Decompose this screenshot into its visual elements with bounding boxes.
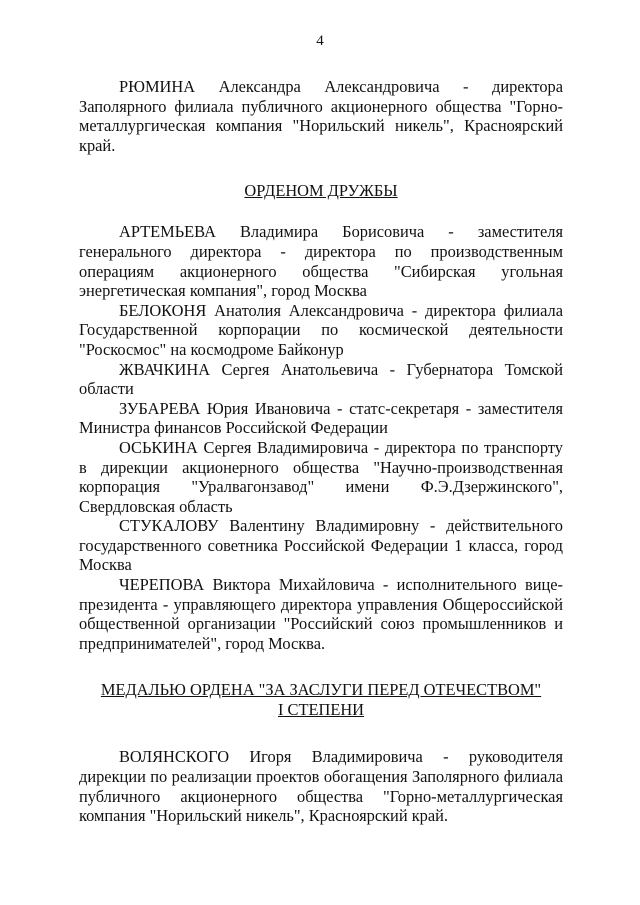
award-entry-zubarev [79, 399, 563, 438]
entry-text: АРТЕМЬЕВА Владимира Борисовича - заместителя генерального директора - директора по производственным операциям акционерного общества "Сибирская угольная энергетическая компания", город Москва [79, 222, 563, 301]
entry-text: БЕЛОКОНЯ Анатолия Александровича - директора филиала Государственной корпорации по космической деятельности "Роскосмос" на космодроме Байконур [79, 300, 563, 359]
entry-text: ОСЬКИНА Сергея Владимировича - директора по транспорту в дирекции акционерного общества "Научно-производственная корпорация "Уралвагонзавод" имени Ф.Э.Дзержинского", Свердловская область [79, 437, 563, 516]
award-entry-zhvachkin [79, 360, 563, 399]
award-entry-artemyeva [79, 222, 563, 300]
award-entry-rumina [79, 77, 563, 155]
award-entry-volyansky [79, 747, 563, 825]
entry-text: СТУКАЛОВУ Валентину Владимировну - действительного государственного советника Российской Федерации 1 класса, город Москва [79, 516, 563, 575]
award-entry-cherepov [79, 575, 563, 653]
award-entry-belokon [79, 301, 563, 360]
entry-text: ЗУБАРЕВА Юрия Ивановича - статс-секретаря - заместителя Министра финансов Российской Федерации [79, 398, 563, 438]
entry-text: ЧЕРЕПОВА Виктора Михайловича - исполнительного вице-президента - управляющего директора управления Общероссийской общественной организации "Российский союз промышленников и предпринимателей", город Москва. [79, 575, 563, 653]
document-body [79, 77, 563, 826]
award-entry-stukalova [79, 516, 563, 575]
section-heading-medal-line-1: МЕДАЛЬЮ ОРДЕНА "ЗА ЗАСЛУГИ ПЕРЕД ОТЕЧЕСТВОМ" [100, 680, 542, 700]
section-heading-medal-line-2: I СТЕПЕНИ [277, 700, 365, 720]
entry-text: ЖВАЧКИНА Сергея Анатольевича - Губернатора Томской области [79, 359, 563, 399]
section-heading-order-of-friendship: ОРДЕНОМ ДРУЖБЫ [244, 181, 398, 201]
award-entry-oskin [79, 438, 563, 516]
entry-text: ВОЛЯНСКОГО Игоря Владимировича - руководителя дирекции по реализации проектов обогащения Заполярного филиала публичного акционерного общества "Горно-металлургическая компания "Норильский никель", Красноярский край. [79, 747, 563, 826]
entry-text: РЮМИНА Александра Александровича - директора Заполярного филиала публичного акционерного общества "Горно-металлургическая компания "Норильский никель", Красноярский край. [79, 77, 563, 155]
page-number: 4 [316, 33, 324, 49]
